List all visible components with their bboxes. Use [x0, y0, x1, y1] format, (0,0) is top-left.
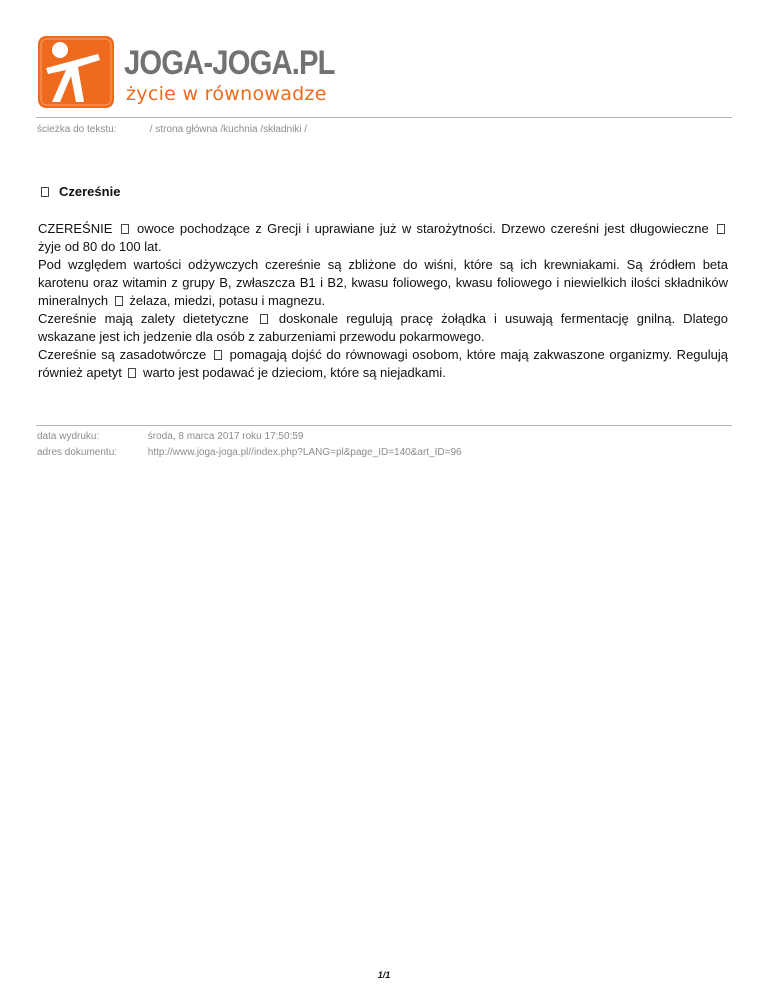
article-title-text: Czereśnie [59, 184, 121, 199]
missing-glyph-box-icon [121, 224, 129, 234]
print-date-label: data wydruku: [37, 431, 100, 442]
text-segment: Czereśnie są zasadotwórcze [38, 347, 211, 362]
text-segment: doskonale regulują pracę żołądka i usuwają fermentację gnilną. Dlatego wskazane jest ich jedzenie dla osób z zaburzeniami przewodu pokarmowego. [38, 311, 728, 344]
article-title [41, 184, 120, 199]
breadcrumb [37, 124, 307, 135]
top-divider [36, 117, 732, 118]
print-date-value: środa, 8 marca 2017 roku 17:50:59 [147, 431, 304, 442]
text-segment: żelaza, miedzi, potasu i magnezu. [125, 293, 326, 308]
missing-glyph-box-icon [260, 314, 268, 324]
text-segment: CZEREŚNIE [38, 221, 118, 236]
text-segment: żyje od 80 do 100 lat. [38, 239, 162, 254]
text-segment: Pod względem wartości odżywczych czereśnie są zbliżone do wiśni, które są ich krewniakami. Są źródłem beta karotenu oraz witamin z grupy B, zwłaszcza B1 i B2, kwasu foliowego, kwasu foliowego i niewielkich ilości składników mineralnych [38, 257, 728, 308]
missing-glyph-box-icon [115, 296, 123, 306]
article-paragraph [38, 310, 728, 346]
print-date-row [37, 431, 303, 442]
page-number: 1/1 [377, 970, 391, 980]
breadcrumb-label: ścieżka do tekstu: [37, 124, 117, 135]
document-address-link[interactable]: http://www.joga-joga.pl//index.php?LANG=pl&page_ID=140&art_ID=96 [147, 447, 462, 458]
missing-glyph-box-icon [214, 350, 222, 360]
article-paragraph [38, 256, 728, 310]
bottom-divider [36, 425, 732, 426]
site-logo [38, 36, 358, 112]
logo-tagline: życie w równowadze [126, 83, 327, 105]
article-paragraph [38, 220, 728, 256]
breadcrumb-path: / strona główna /kuchnia /składniki / [149, 124, 308, 135]
missing-glyph-box-icon [41, 187, 49, 197]
document-address-label: adres dokumentu: [37, 447, 118, 458]
text-segment: warto jest podawać je dzieciom, które są niejadkami. [139, 365, 446, 380]
document-address-row [37, 447, 462, 458]
article-paragraph [38, 346, 728, 382]
missing-glyph-box-icon [128, 368, 136, 378]
logo-title: JOGA-JOGA.PL [124, 44, 335, 82]
text-segment: Czereśnie mają zalety dietetyczne [38, 311, 257, 326]
text-segment: owoce pochodzące z Grecji i uprawiane już w starożytności. Drzewo czereśni jest długowieczne [131, 221, 715, 236]
text-segment: pomagają dojść do równowagi osobom, które mają zakwaszone organizmy. Regulują również apetyt [38, 347, 728, 380]
article-body [38, 220, 728, 382]
missing-glyph-box-icon [717, 224, 725, 234]
yoga-figure-logo-icon [38, 36, 114, 108]
